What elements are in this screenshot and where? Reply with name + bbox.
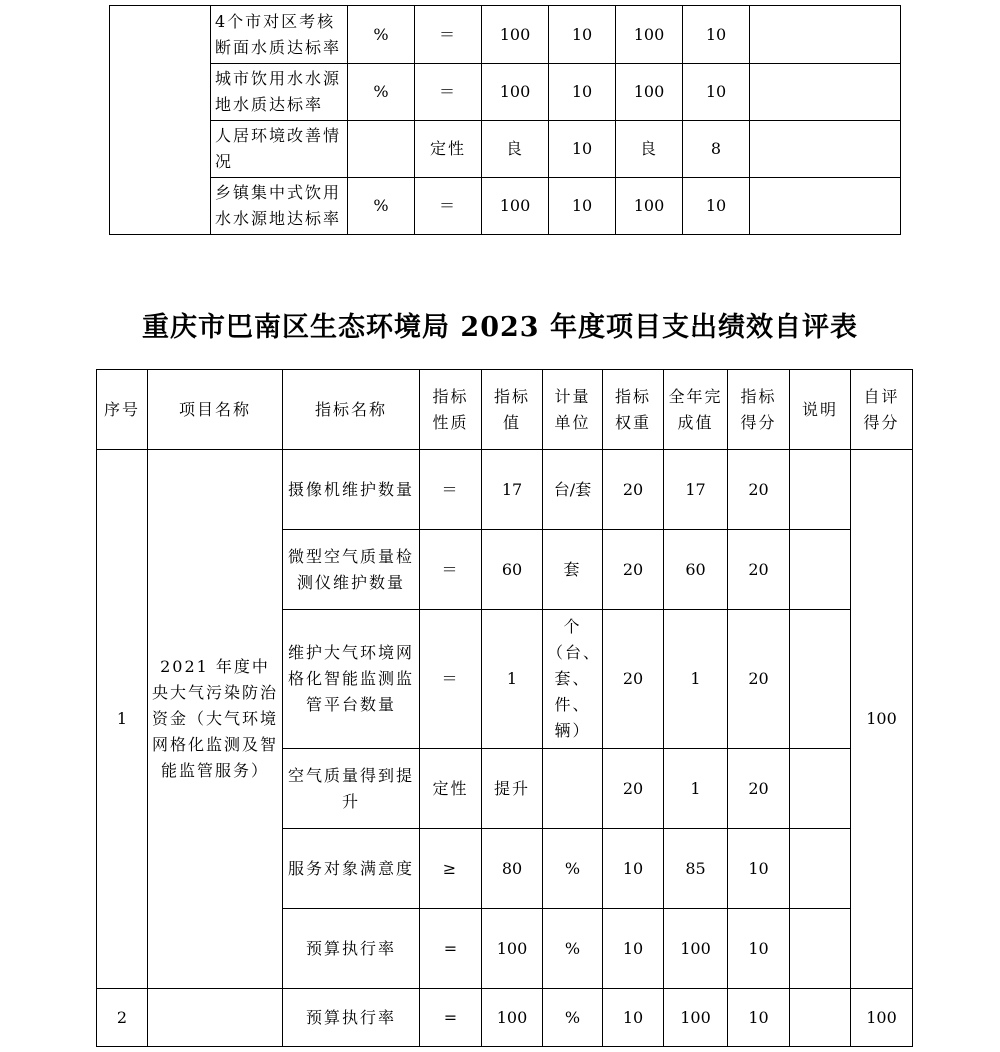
score-cell: 10 (728, 829, 790, 909)
nature-cell: = (420, 909, 482, 989)
score-cell: 10 (728, 909, 790, 989)
value-cell: 80 (482, 829, 543, 909)
operator-cell: ＝ (415, 64, 482, 121)
indicator-name: 服务对象满意度 (283, 829, 420, 909)
score-cell: 20 (728, 450, 790, 530)
note-cell (790, 989, 851, 1047)
self-score-cell: 100 (851, 450, 913, 989)
value-cell: 60 (482, 530, 543, 610)
actual-cell: 100 (616, 178, 683, 235)
operator-cell: ＝ (415, 178, 482, 235)
actual-cell: 良 (616, 121, 683, 178)
actual-cell: 1 (664, 610, 728, 749)
note-cell (790, 909, 851, 989)
value-cell: 提升 (482, 749, 543, 829)
nature-cell: ＝ (420, 610, 482, 749)
table-row (97, 989, 913, 1047)
nature-cell: 定性 (420, 749, 482, 829)
table-row (110, 64, 901, 121)
unit-cell: % (543, 989, 603, 1047)
table-header-row (97, 370, 913, 450)
weight-cell: 10 (549, 64, 616, 121)
indicator-name: 人居环境改善情况 (211, 121, 348, 178)
operator-cell: ＝ (415, 6, 482, 64)
score-cell: 8 (683, 121, 750, 178)
indicator-name: 预算执行率 (283, 909, 420, 989)
value-cell: 17 (482, 450, 543, 530)
table-row (97, 450, 913, 530)
indicator-name: 维护大气环境网格化智能监测监管平台数量 (283, 610, 420, 749)
unit-cell: 套 (543, 530, 603, 610)
value-cell: 100 (482, 909, 543, 989)
indicator-name: 预算执行率 (283, 989, 420, 1047)
actual-cell: 1 (664, 749, 728, 829)
header-actual: 全年完成值 (664, 370, 728, 450)
weight-cell: 10 (603, 829, 664, 909)
indicator-name: 空气质量得到提升 (283, 749, 420, 829)
unit-cell: 个（台、套、件、辆） (543, 610, 603, 749)
indicator-name: 4个市对区考核断面水质达标率 (211, 6, 348, 64)
nature-cell: ≥ (420, 829, 482, 909)
nature-cell: ＝ (420, 530, 482, 610)
weight-cell: 20 (603, 530, 664, 610)
header-value: 指标值 (482, 370, 543, 450)
table-row (110, 6, 901, 64)
header-score: 指标得分 (728, 370, 790, 450)
weight-cell: 20 (603, 749, 664, 829)
weight-cell: 20 (603, 450, 664, 530)
score-cell: 10 (728, 989, 790, 1047)
note-cell (750, 64, 901, 121)
value-cell: 1 (482, 610, 543, 749)
score-cell: 10 (683, 64, 750, 121)
note-cell (790, 749, 851, 829)
nature-cell: = (420, 989, 482, 1047)
actual-cell: 100 (664, 989, 728, 1047)
actual-cell: 85 (664, 829, 728, 909)
header-weight: 指标权重 (603, 370, 664, 450)
self-score-cell: 100 (851, 989, 913, 1047)
weight-cell: 10 (549, 6, 616, 64)
note-cell (790, 829, 851, 909)
weight-cell: 10 (603, 909, 664, 989)
note-cell (750, 121, 901, 178)
actual-cell: 100 (616, 6, 683, 64)
unit-cell: % (348, 178, 415, 235)
indicator-name: 微型空气质量检测仪维护数量 (283, 530, 420, 610)
weight-cell: 20 (603, 610, 664, 749)
note-cell (750, 178, 901, 235)
project-name-cell: 2021 年度中央大气污染防治资金（大气环境网格化监测及智能监管服务） (148, 450, 283, 989)
operator-cell: 定性 (415, 121, 482, 178)
weight-cell: 10 (603, 989, 664, 1047)
target-cell: 100 (482, 64, 549, 121)
actual-cell: 100 (664, 909, 728, 989)
actual-cell: 100 (616, 64, 683, 121)
actual-cell: 60 (664, 530, 728, 610)
indicator-name: 摄像机维护数量 (283, 450, 420, 530)
score-cell: 10 (683, 6, 750, 64)
indicator-name: 城市饮用水水源地水质达标率 (211, 64, 348, 121)
unit-cell (348, 121, 415, 178)
target-cell: 100 (482, 6, 549, 64)
note-cell (790, 450, 851, 530)
nature-cell: ＝ (420, 450, 482, 530)
seq-cell: 2 (97, 989, 148, 1047)
note-cell (750, 6, 901, 64)
value-cell: 100 (482, 989, 543, 1047)
actual-cell: 17 (664, 450, 728, 530)
unit-cell (543, 749, 603, 829)
weight-cell: 10 (549, 178, 616, 235)
target-cell: 良 (482, 121, 549, 178)
unit-cell: % (348, 64, 415, 121)
header-nature: 指标性质 (420, 370, 482, 450)
score-cell: 20 (728, 530, 790, 610)
table-row (110, 121, 901, 178)
page-title: 重庆市巴南区生态环境局 2023 年度项目支出绩效自评表 (142, 312, 858, 343)
table-row (110, 178, 901, 235)
weight-cell: 10 (549, 121, 616, 178)
target-cell: 100 (482, 178, 549, 235)
header-note: 说明 (790, 370, 851, 450)
indicator-name: 乡镇集中式饮用水水源地达标率 (211, 178, 348, 235)
header-unit: 计量单位 (543, 370, 603, 450)
header-project: 项目名称 (148, 370, 283, 450)
header-seq: 序号 (97, 370, 148, 450)
top-table-continuation (109, 5, 901, 235)
score-cell: 20 (728, 749, 790, 829)
note-cell (790, 610, 851, 749)
project-name-cell (148, 989, 283, 1047)
unit-cell: 台/套 (543, 450, 603, 530)
header-self-score: 自评得分 (851, 370, 913, 450)
unit-cell: % (348, 6, 415, 64)
performance-table (96, 369, 913, 1047)
unit-cell: % (543, 909, 603, 989)
note-cell (790, 530, 851, 610)
seq-cell: 1 (97, 450, 148, 989)
merged-blank-cell (110, 6, 211, 235)
score-cell: 10 (683, 178, 750, 235)
header-indicator: 指标名称 (283, 370, 420, 450)
score-cell: 20 (728, 610, 790, 749)
unit-cell: % (543, 829, 603, 909)
